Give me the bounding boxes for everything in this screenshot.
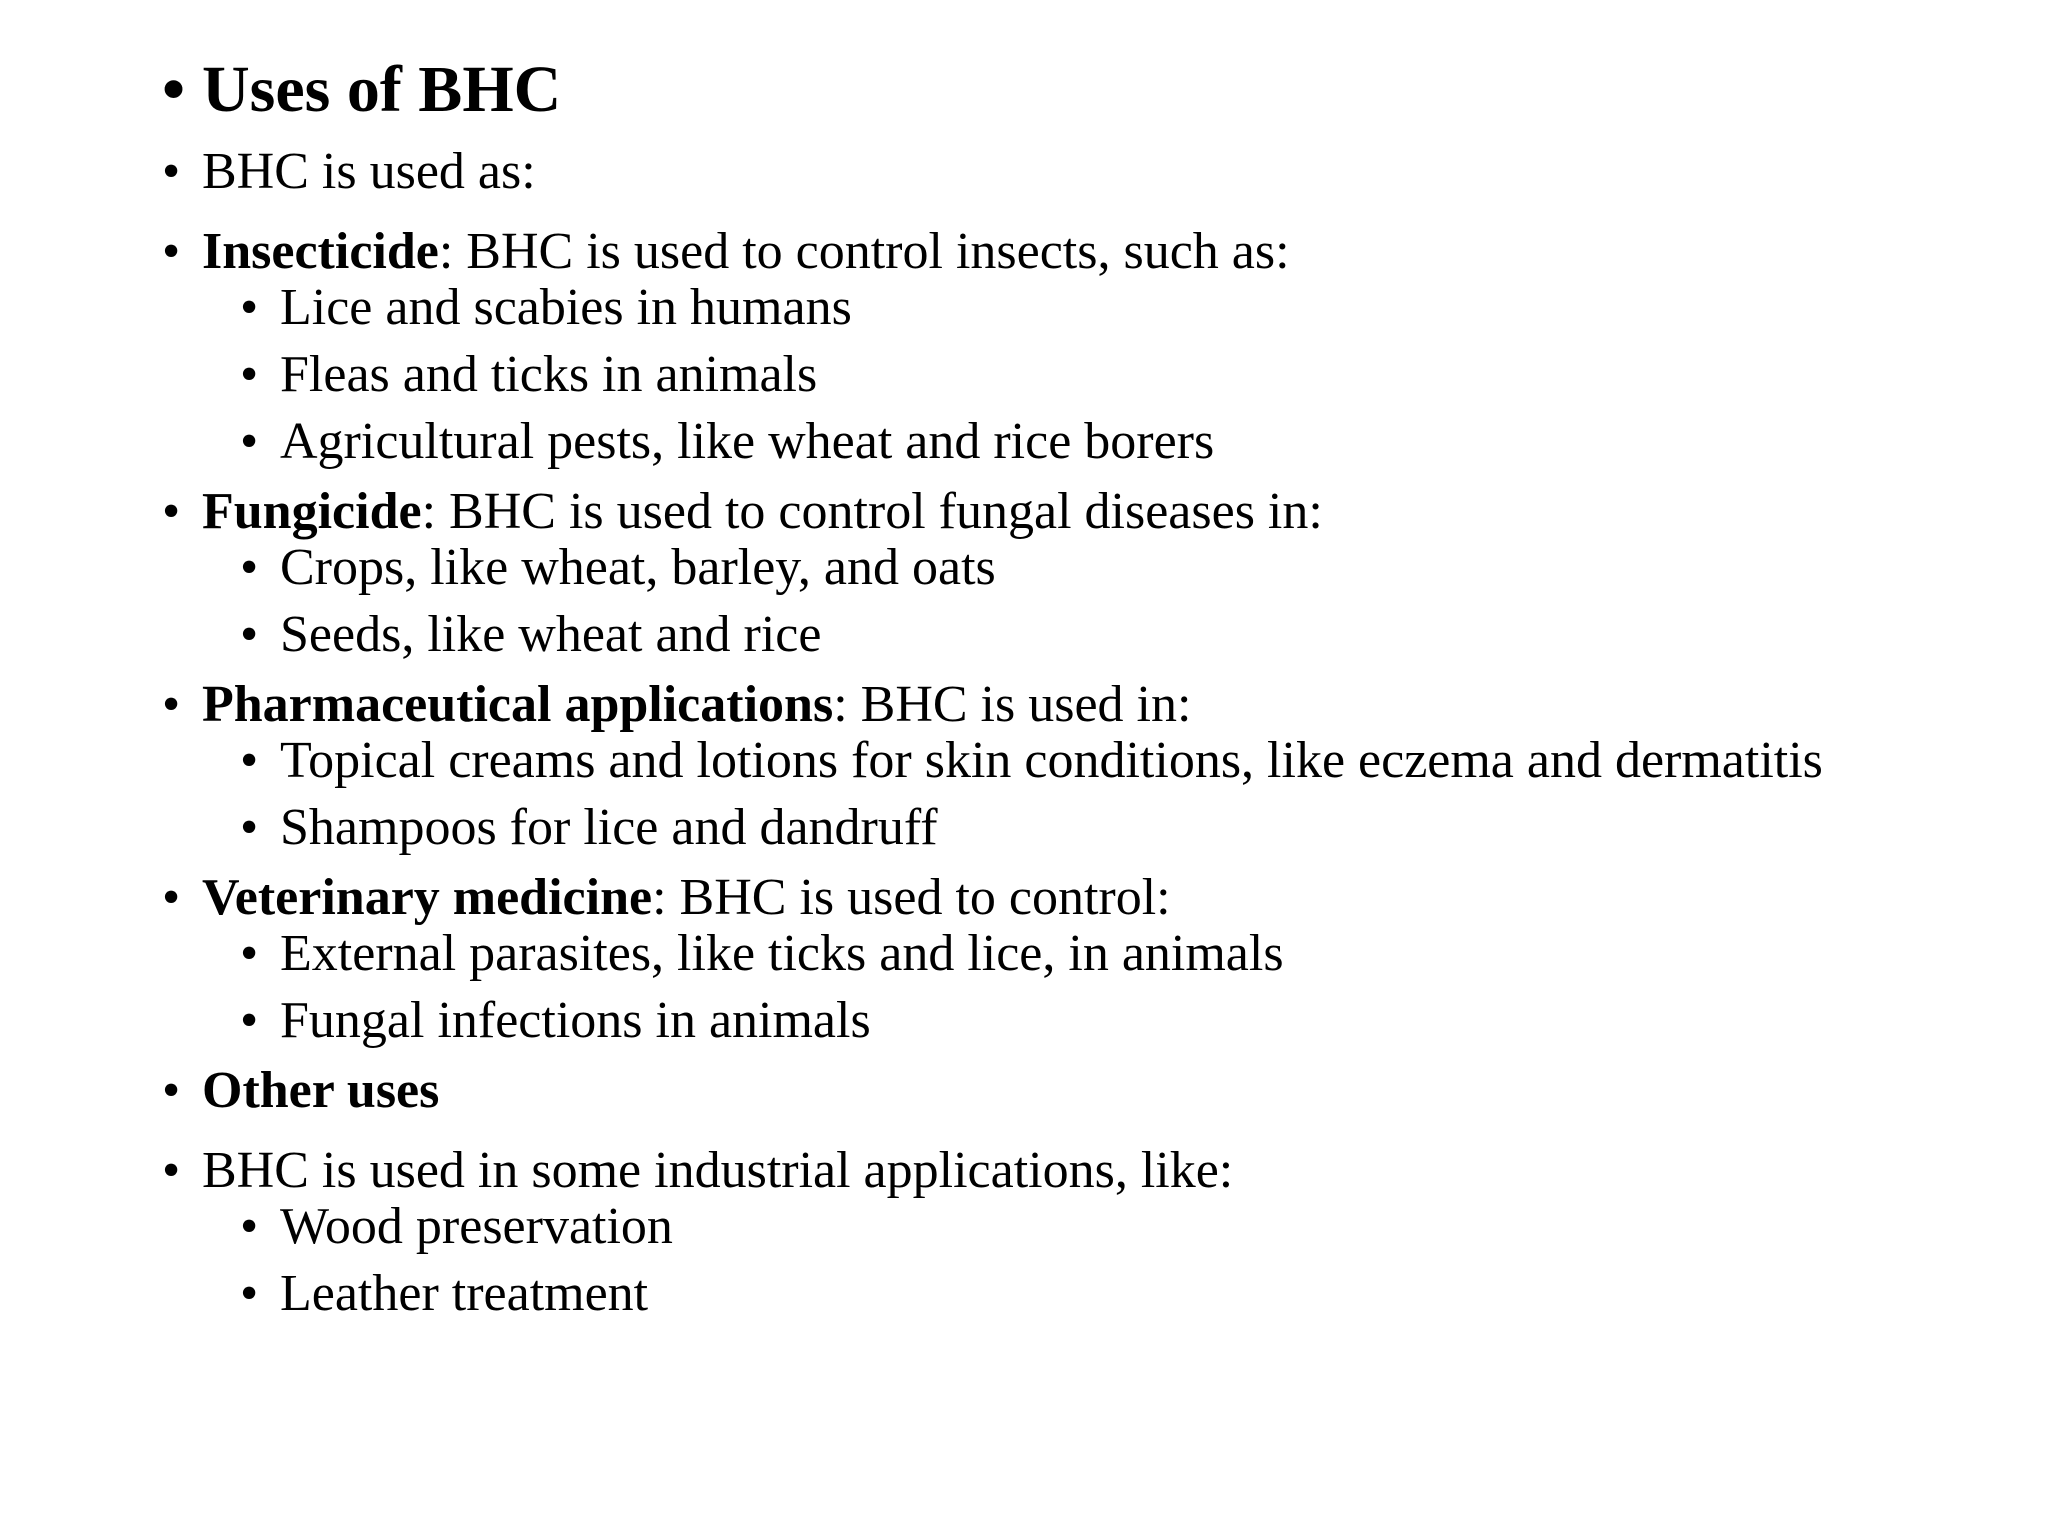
list-item-text: Seeds, like wheat and rice: [280, 606, 822, 663]
list-item: [240, 799, 1882, 856]
bullet-icon: •: [162, 483, 181, 540]
insecticide-sublist: [202, 279, 1882, 470]
bullet-icon: •: [240, 606, 259, 663]
bullet-icon: •: [162, 869, 181, 926]
bullet-icon: •: [162, 676, 181, 733]
list-item: [240, 992, 1882, 1049]
bullet-icon: •: [240, 732, 259, 789]
bullet-icon: •: [240, 539, 259, 596]
industrial-desc: BHC is used in some industrial applications, like:: [202, 1142, 1234, 1199]
list-item: [240, 925, 1882, 982]
list-item: [240, 732, 1882, 789]
fungicide-desc: : BHC is used to control fungal diseases in:: [421, 483, 1323, 540]
bullet-icon: •: [240, 925, 259, 982]
list-item: [240, 1198, 1882, 1255]
list-item-text: Lice and scabies in humans: [280, 279, 852, 336]
pharmaceutical-item: [162, 675, 1882, 856]
bullet-icon: •: [240, 346, 259, 403]
list-item: [240, 413, 1882, 470]
bullet-icon: •: [240, 799, 259, 856]
list-item-text: Leather treatment: [280, 1265, 649, 1322]
industrial-item: [162, 1141, 1882, 1322]
list-item: [240, 346, 1882, 403]
pharmaceutical-sublist: [202, 732, 1882, 856]
bullet-icon: •: [162, 1142, 181, 1199]
list-item-text: Agricultural pests, like wheat and rice borers: [280, 413, 1215, 470]
bullet-icon: •: [162, 223, 181, 280]
veterinary-item: [162, 868, 1882, 1049]
list-item: [240, 539, 1882, 596]
bullet-icon: •: [162, 53, 186, 126]
list-item-text: Topical creams and lotions for skin conditions, like eczema and dermatitis: [280, 732, 1823, 789]
other-uses-item: [162, 1061, 1882, 1121]
list-item: [240, 606, 1882, 663]
pharmaceutical-desc: : BHC is used in:: [833, 676, 1192, 733]
bullet-icon: •: [240, 992, 259, 1049]
list-item: [240, 1265, 1882, 1322]
list-item-text: Wood preservation: [280, 1198, 673, 1255]
list-item-text: Fungal infections in animals: [280, 992, 871, 1049]
industrial-sublist: [202, 1198, 1882, 1322]
bullet-icon: •: [162, 1062, 181, 1119]
bullet-icon: •: [240, 413, 259, 470]
intro-item: [162, 142, 1882, 202]
list-item-text: Fleas and ticks in animals: [280, 346, 818, 403]
list-item: [240, 279, 1882, 336]
fungicide-sublist: [202, 539, 1882, 663]
insecticide-desc: : BHC is used to control insects, such as:: [438, 223, 1290, 280]
fungicide-term: Fungicide: [202, 483, 422, 540]
bullet-icon: •: [240, 279, 259, 336]
veterinary-sublist: [202, 925, 1882, 1049]
veterinary-desc: : BHC is used to control:: [652, 869, 1171, 926]
slide-title: [162, 48, 1882, 132]
intro-text: BHC is used as:: [202, 143, 536, 200]
list-item-text: Shampoos for lice and dandruff: [280, 799, 938, 856]
insecticide-term: Insecticide: [202, 223, 439, 280]
list-item-text: External parasites, like ticks and lice, in animals: [280, 925, 1284, 982]
main-bullet-list: [162, 48, 1882, 1322]
bullet-icon: •: [240, 1265, 259, 1322]
slide-title-text: Uses of BHC: [202, 53, 562, 126]
list-item-text: Crops, like wheat, barley, and oats: [280, 539, 996, 596]
bullet-icon: •: [240, 1198, 259, 1255]
pharmaceutical-term: Pharmaceutical applications: [202, 676, 834, 733]
bullet-icon: •: [162, 143, 181, 200]
slide-content: [162, 48, 1882, 1334]
other-uses-heading: Other uses: [202, 1062, 440, 1119]
fungicide-item: [162, 482, 1882, 663]
veterinary-term: Veterinary medicine: [202, 869, 653, 926]
insecticide-item: [162, 222, 1882, 470]
